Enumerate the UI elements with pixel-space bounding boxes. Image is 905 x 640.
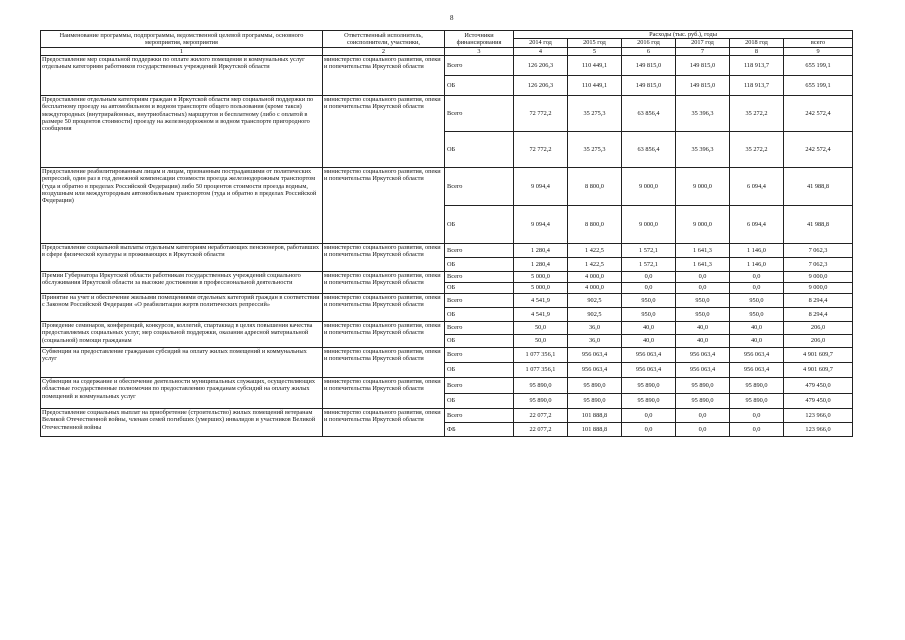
year-value: 40,0: [676, 321, 730, 334]
total-value: 242 572,4: [784, 95, 853, 131]
year-value: 950,0: [730, 307, 784, 321]
page-number: 8: [450, 14, 454, 22]
table-row: [41, 243, 853, 257]
year-value: 40,0: [622, 334, 676, 347]
year-value: 95 890,0: [514, 377, 568, 393]
year-value: 22 077,2: [514, 422, 568, 436]
year-value: 35 272,2: [730, 95, 784, 131]
year-value: 0,0: [622, 422, 676, 436]
year-value: 1 077 356,1: [514, 347, 568, 362]
funding-source: ОБ: [445, 205, 514, 243]
year-value: 126 206,3: [514, 55, 568, 75]
year-value: 101 888,8: [568, 422, 622, 436]
year-value: 35 272,2: [730, 131, 784, 167]
year-value: 6 094,4: [730, 205, 784, 243]
year-value: 36,0: [568, 321, 622, 334]
column-index: 3: [445, 47, 514, 55]
year-value: 101 888,8: [568, 408, 622, 422]
year-value: 9 000,0: [676, 167, 730, 205]
total-value: 655 199,1: [784, 75, 853, 95]
year-value: 5 000,0: [514, 271, 568, 282]
column-index: 4: [514, 47, 568, 55]
year-value: 35 275,3: [568, 95, 622, 131]
total-value: 9 000,0: [784, 271, 853, 282]
measure-executor: министерство социального развития, опеки и попечительства Иркутской области: [323, 377, 445, 408]
column-index: 5: [568, 47, 622, 55]
funding-source: ФБ: [445, 422, 514, 436]
column-index: 8: [730, 47, 784, 55]
measure-name: Проведение семинаров, конференций, конкурсов, коллегий, спартакиад в целях повышения качества предоставляемых социальных услуг, мер социальной поддержки, оказания адресной материальной (социальной) помощи гражданам: [41, 321, 323, 347]
year-value: 110 449,1: [568, 55, 622, 75]
funding-source: ОБ: [445, 131, 514, 167]
year-value: 956 063,4: [676, 362, 730, 377]
year-value: 9 000,0: [622, 205, 676, 243]
column-index: 2: [323, 47, 445, 55]
year-value: 0,0: [622, 408, 676, 422]
year-value: 95 890,0: [676, 377, 730, 393]
year-value: 149 815,0: [676, 75, 730, 95]
expenses-table: [40, 30, 853, 437]
measure-name: Принятие на учет и обеспечение жильыми помещениями отдельных категорий граждан в соответствии с Законом Российской Федерации «О реабилитации жертв политических репрессий»: [41, 293, 323, 321]
year-value: 956 063,4: [622, 347, 676, 362]
year-value: 50,0: [514, 321, 568, 334]
year-value: 956 063,4: [676, 347, 730, 362]
year-value: 1 280,4: [514, 243, 568, 257]
year-value: 0,0: [676, 271, 730, 282]
year-value: 0,0: [676, 282, 730, 293]
total-value: 206,0: [784, 334, 853, 347]
total-value: 9 000,0: [784, 282, 853, 293]
year-value: 40,0: [730, 321, 784, 334]
year-value: 0,0: [622, 282, 676, 293]
year-value: 35 396,3: [676, 95, 730, 131]
year-value: 95 890,0: [676, 393, 730, 408]
year-value: 950,0: [676, 307, 730, 321]
year-value: 50,0: [514, 334, 568, 347]
year-value: 8 800,0: [568, 205, 622, 243]
measure-executor: министерство социального развития, опеки и попечительства Иркутской области: [323, 408, 445, 436]
total-value: 242 572,4: [784, 131, 853, 167]
measure-executor: министерство социального развития, опеки и попечительства Иркутской области: [323, 321, 445, 347]
year-value: 956 063,4: [622, 362, 676, 377]
measure-executor: министерство социального развития, опеки и попечительства Иркутской области: [323, 243, 445, 271]
year-value: 950,0: [730, 293, 784, 307]
header-name: Наименование программы, подпрограммы, ведомственной целевой программы, основного мероприятия, мероприятия: [41, 31, 323, 48]
year-value: 1 572,1: [622, 257, 676, 271]
table-row: [41, 95, 853, 131]
year-value: 5 000,0: [514, 282, 568, 293]
funding-source: Всего: [445, 95, 514, 131]
measure-name: Субвенции на предоставление гражданам субсидий на оплату жилых помещений и коммунальных услуг: [41, 347, 323, 377]
year-value: 4 000,0: [568, 282, 622, 293]
year-value: 63 856,4: [622, 95, 676, 131]
funding-source: ОБ: [445, 393, 514, 408]
year-value: 35 275,3: [568, 131, 622, 167]
column-index: 9: [784, 47, 853, 55]
column-index: 1: [41, 47, 323, 55]
total-value: 479 450,0: [784, 377, 853, 393]
measure-executor: министерство социального развития, опеки и попечительства Иркутской области: [323, 271, 445, 293]
year-value: 110 449,1: [568, 75, 622, 95]
measure-name: Предоставление реабилитированным лицам и лицам, признанным пострадавшими от политических репрессий, один раз в год денежной компенсации стоимости проезда железнодорожным транспортом (туда и обратно в пределах Российской Федерации) либо 50 процентов стоимости проезда водным, воздушным или междугородным автомобильным транспортом (туда и обратно в пределах Российской Федерации): [41, 167, 323, 243]
year-value: 1 280,4: [514, 257, 568, 271]
table-row: [41, 321, 853, 334]
year-value: 0,0: [676, 408, 730, 422]
year-value: 9 000,0: [622, 167, 676, 205]
total-value: 479 450,0: [784, 393, 853, 408]
year-value: 72 772,2: [514, 131, 568, 167]
year-value: 126 206,3: [514, 75, 568, 95]
measure-executor: министерство социального развития, опеки и попечительства Иркутской области: [323, 95, 445, 167]
year-value: 902,5: [568, 293, 622, 307]
year-value: 95 890,0: [568, 377, 622, 393]
funding-source: Всего: [445, 271, 514, 282]
total-value: 7 062,3: [784, 243, 853, 257]
year-value: 95 890,0: [730, 377, 784, 393]
year-value: 4 541,9: [514, 293, 568, 307]
year-value: 950,0: [622, 293, 676, 307]
year-value: 8 800,0: [568, 167, 622, 205]
total-value: 4 901 609,7: [784, 362, 853, 377]
year-value: 0,0: [730, 408, 784, 422]
year-value: 956 063,4: [730, 362, 784, 377]
total-value: 123 966,0: [784, 408, 853, 422]
year-value: 0,0: [730, 271, 784, 282]
year-value: 40,0: [676, 334, 730, 347]
year-value: 1 077 356,1: [514, 362, 568, 377]
funding-source: ОБ: [445, 282, 514, 293]
header-year: 2016 год: [622, 39, 676, 47]
header-sources: Источники финансирования: [445, 31, 514, 48]
total-value: 4 901 609,7: [784, 347, 853, 362]
funding-source: ОБ: [445, 362, 514, 377]
year-value: 1 146,0: [730, 257, 784, 271]
year-value: 95 890,0: [622, 377, 676, 393]
year-value: 36,0: [568, 334, 622, 347]
total-value: 655 199,1: [784, 55, 853, 75]
year-value: 95 890,0: [568, 393, 622, 408]
year-value: 1 146,0: [730, 243, 784, 257]
year-value: 956 063,4: [568, 362, 622, 377]
year-value: 950,0: [622, 307, 676, 321]
measure-name: Субвенции на содержание и обеспечение деятельности муниципальных служащих, осуществляющих областные государственные полномочия по предоставлению гражданам субсидий на оплату жилых помещений и коммунальных услуг: [41, 377, 323, 408]
year-value: 4 000,0: [568, 271, 622, 282]
year-value: 4 541,9: [514, 307, 568, 321]
table-row: [41, 55, 853, 75]
year-value: 72 772,2: [514, 95, 568, 131]
funding-source: ОБ: [445, 257, 514, 271]
funding-source: Всего: [445, 347, 514, 362]
funding-source: ОБ: [445, 307, 514, 321]
year-value: 118 913,7: [730, 75, 784, 95]
measure-executor: министерство социального развития, опеки и попечительства Иркутской области: [323, 347, 445, 377]
total-value: 7 062,3: [784, 257, 853, 271]
year-value: 95 890,0: [622, 393, 676, 408]
total-value: 8 294,4: [784, 293, 853, 307]
measure-executor: министерство социального развития, опеки и попечительства Иркутской области: [323, 55, 445, 95]
header-year: 2014 год: [514, 39, 568, 47]
year-value: 35 396,3: [676, 131, 730, 167]
year-value: 149 815,0: [676, 55, 730, 75]
funding-source: Всего: [445, 293, 514, 307]
funding-source: Всего: [445, 408, 514, 422]
year-value: 1 641,3: [676, 257, 730, 271]
year-value: 9 000,0: [676, 205, 730, 243]
total-value: 206,0: [784, 321, 853, 334]
year-value: 1 572,1: [622, 243, 676, 257]
year-value: 9 094,4: [514, 167, 568, 205]
funding-source: Всего: [445, 167, 514, 205]
year-value: 40,0: [730, 334, 784, 347]
year-value: 95 890,0: [514, 393, 568, 408]
year-value: 63 856,4: [622, 131, 676, 167]
year-value: 902,5: [568, 307, 622, 321]
year-value: 956 063,4: [568, 347, 622, 362]
year-value: 40,0: [622, 321, 676, 334]
column-index: 7: [676, 47, 730, 55]
year-value: 950,0: [676, 293, 730, 307]
year-value: 9 094,4: [514, 205, 568, 243]
year-value: 149 815,0: [622, 55, 676, 75]
table-body: [41, 55, 853, 436]
funding-source: Всего: [445, 243, 514, 257]
table-row: [41, 167, 853, 205]
funding-source: Всего: [445, 321, 514, 334]
year-value: 0,0: [730, 422, 784, 436]
year-value: 0,0: [676, 422, 730, 436]
year-value: 118 913,7: [730, 55, 784, 75]
measure-name: Предоставление мер социальной поддержки по оплате жилого помещения и коммунальных услуг отдельным категориям работников государственных учреждений Иркутской области: [41, 55, 323, 95]
measure-name: Предоставление отдельным категориям граждан в Иркутской области мер социальной поддержки по бесплатному проезду на автомобильном и водном транспорте общего пользования (кроме такси) междугородных (внутрирайонных, внутриобластных) маршрутов и бесплатному (либо с оплатой в размере 50 процентов стоимости) проезду на железнодорожном и водном транспорте пригородного сообщения: [41, 95, 323, 167]
measure-executor: министерство социального развития, опеки и попечительства Иркутской области: [323, 167, 445, 243]
year-value: 1 641,3: [676, 243, 730, 257]
year-value: 6 094,4: [730, 167, 784, 205]
year-value: 1 422,5: [568, 243, 622, 257]
table-row: [41, 293, 853, 307]
measure-name: Предоставление социальных выплат на приобретение (строительство) жилых помещений ветеранам Великой Отечественной войны, членам семей погибших (умерших) инвалидов и участников Великой Отечественной войны: [41, 408, 323, 436]
year-value: 149 815,0: [622, 75, 676, 95]
column-index: 6: [622, 47, 676, 55]
year-value: 0,0: [622, 271, 676, 282]
header-year: 2018 год: [730, 39, 784, 47]
measure-name: Премии Губернатора Иркутской области работникам государственных учреждений социального обслуживания Иркутской области за высокие достижения в профессиональной деятельности: [41, 271, 323, 293]
header-total: всего: [784, 39, 853, 47]
year-value: 956 063,4: [730, 347, 784, 362]
header-expenses: Расходы (тыс. руб.), годы: [514, 31, 853, 39]
funding-source: ОБ: [445, 75, 514, 95]
table-row: [41, 347, 853, 362]
year-value: 1 422,5: [568, 257, 622, 271]
table-row: [41, 377, 853, 393]
funding-source: Всего: [445, 55, 514, 75]
funding-source: ОБ: [445, 334, 514, 347]
total-value: 41 988,8: [784, 167, 853, 205]
year-value: 95 890,0: [730, 393, 784, 408]
header-executor: Ответственный исполнитель, соисполнители, участники,: [323, 31, 445, 48]
measure-name: Предоставление социальной выплаты отдельным категориям неработающих пенсионеров, работавших в сфере физической культуры и проживающих в Иркутской области: [41, 243, 323, 271]
header-year: 2015 год: [568, 39, 622, 47]
table-row: [41, 408, 853, 422]
header-year: 2017 год: [676, 39, 730, 47]
total-value: 8 294,4: [784, 307, 853, 321]
total-value: 123 966,0: [784, 422, 853, 436]
year-value: 0,0: [730, 282, 784, 293]
year-value: 22 077,2: [514, 408, 568, 422]
funding-source: Всего: [445, 377, 514, 393]
table-row: [41, 271, 853, 282]
total-value: 41 988,8: [784, 205, 853, 243]
measure-executor: министерство социального развития, опеки и попечительства Иркутской области: [323, 293, 445, 321]
